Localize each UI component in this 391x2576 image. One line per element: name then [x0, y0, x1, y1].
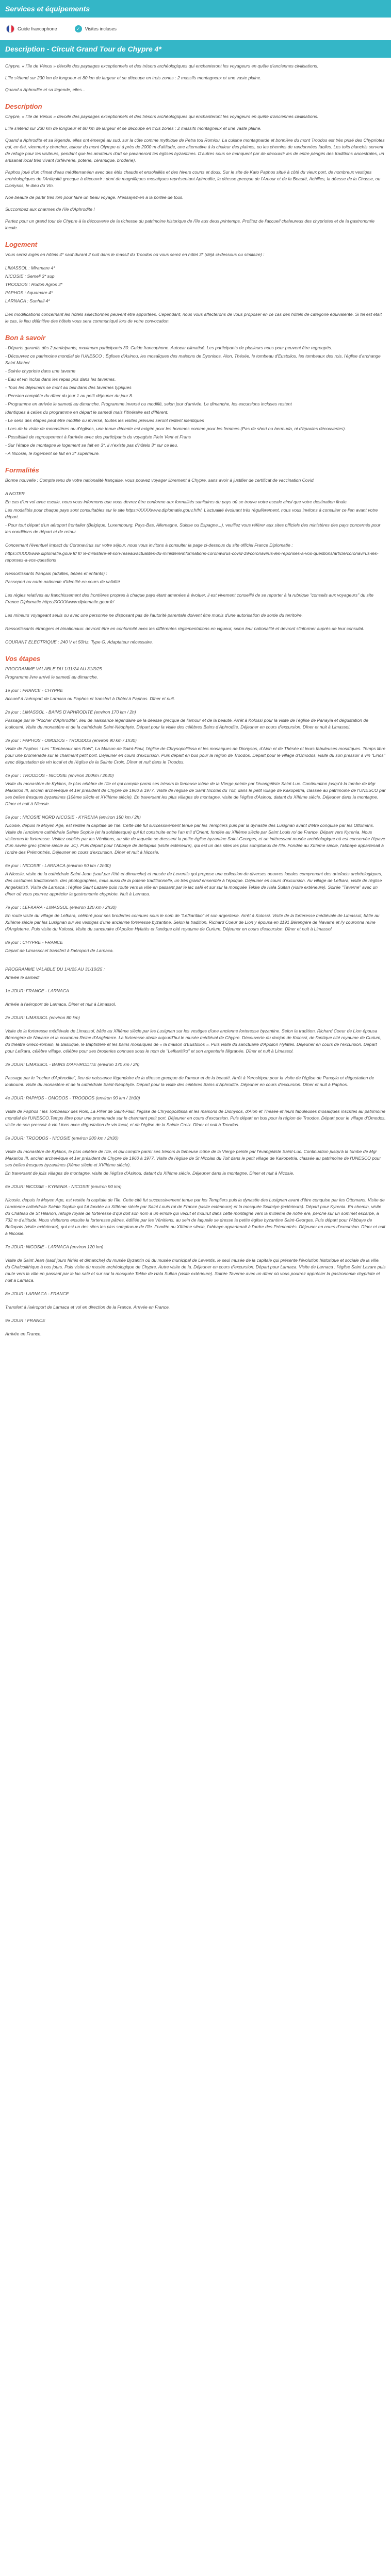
description-paragraph: Quand a Aphrodite et sa légende, elles ont émergé au sud, sur la côte comme mythique de Petra tou Romiou. La cuisine montagnarde et bonnière du mont Troodos est très prisé des Chypriotes qui, en été, viennent y chercher, autour du mont Olympe et à près de 2000 m d'altitude, une alternative à la chaleur des plaines, ou les chemins de randonnées faciles. Les toits blanchis servent de refuge pour les visiteurs, pendant que les amateurs d'art se pavaneront les églises byzantines. D'autres sous se manquent par de découvrir les de entre périgés des traditions ancestrales, un artisanat local très vivant (orfèvrerie, poterie, céramique, broderie). [5, 138, 385, 163]
logement-line: TROODOS : Rodon Agros 3* [5, 282, 62, 287]
etape-line: Transfert à l'aéroport de Larnaca et vol en direction de la France. Arrivée en France. [5, 1304, 170, 1310]
logement-line: Vous serez logés en hôtels 4* sauf durant 2 nuit dans le massif du Troodos où vous serez en hôtel 3* (déjà ci-dessous ou similaire) : [5, 252, 265, 257]
line-gap [5, 587, 386, 592]
section-title-logement: Logement [5, 241, 38, 248]
formalites-line: - Pour tout départ d'un aéroport frontalier (Belgique, Luxembourg, Pays-Bas, Allemagne, Suisse ou Espagne...), veuillez vous référer aux sites officiels des ministères des pays concernés pour les conditions de départ et de retour. [5, 522, 381, 534]
etape-line: Programme livre arrivé le samedi au dimanche. [5, 674, 99, 680]
etape-line: 1e jour : FRANCE - CHYPRE [5, 688, 63, 693]
line-gap [5, 607, 386, 612]
line-gap [5, 1252, 386, 1257]
etape-line: Nicosie, depuis le Moyen Age, est restée la capitale de l'île. Cette cité fut successivement tenue par les Templiers puis par la dynastie des Lusignan avant d'être conquise par les Ottomans. Visite de l'ancienne cathédrale Sainte Sophie (et la soldatesque) qui fut construite entre l'an mil d'Orient, fondée au XIIIème siècle par Saint Louis roi de France. Départ vers Kyrenia. Nous visiterons le forteresse. Visitez oubliés par les Vénitiens, au site de laquelle se dressent la petite église byzantine Saint-Georges, et un intéressant musée archéologique où est conservée l'épave d'un navire grec (4ème siècle av. JC). Puis départ pour l'Abbaye de Bellapais (visite extérieure), qui est un des sites les plus somptueux de l'île. Fondée au XIIIème siècle, l'abbaye appartenait à l'ordre des Prémontrés. Déjeuner en cours d'excursion. Dîner et nuit à Nicosie. [5, 823, 385, 855]
line-gap [5, 1103, 386, 1108]
etape-line: Visite du monastère de Kykkos, le plus célèbre de l'île, et qui compte parmi ses trésors la fameuse icône de la Vierge peinte par l'évangéliste Saint-Luc. Continuation jusqu'à la tombe de Mgr Makarios III, ancien archevêque et 1er président de Chypre de 1960 à 1977. Visite de l'église de St Nicolas du Toit dans le petit village de Kakopetria, classée au patrimoine de l'UNESCO pour ses belles fresques byzantines (Xème siècle et XVIIème siècle). [5, 1149, 381, 1167]
description-paragraph: L'île s'étend sur 230 km de longueur et 80 km de largeur et se découpe en trois zones : 2 massifs montagneux et une vaste plaine. [5, 126, 262, 131]
etape-line: 9e JOUR : FRANCE [5, 1318, 45, 1323]
bon-a-savoir-line: - Pension complète du dîner du jour 1 au petit déjeuner du jour 8. [5, 393, 133, 398]
line-gap [5, 634, 386, 639]
formalites-line: Concernant l'éventuel impact du Coronavirus sur votre séjour, nous vous invitons à consulter la page ci-dessous du site officiel France Diplomatie : [5, 543, 293, 548]
formalites-line: Ressortissants étrangers et binationaux: devront être en conformité avec les différentes réglementations en vigueur, selon leur nationalité et devront s'informer auprès de leur consulat. [5, 626, 365, 631]
line-gap [5, 565, 386, 570]
etape-line: 3e JOUR: LIMASSOL - BAINS D'APHRODITE (environ 170 km / 2h) [5, 1062, 140, 1067]
formalites-line: A NOTER [5, 491, 25, 496]
etape-line: En route visite du village de Lefkara, célébré pour ses broderies connues sous le nom de "Lefkaritiko" et son argenterie. Arrêt à Kolossi. Visite de la forteresse médiévale de Limassol, bâtie au XIIIème siècle par les Lusignan sur les vestiges d'une ancienne forteresse byzantine. Selon la tradition, Richard Coeur de Lion y épousa en 1191 Bérengère de Navarre et l'y couronna reine d'Angleterre. Puis visite du Kolossi. Visite du sanctuaire d'Apollon Hylatès et l'antique cité royaume de Curium. Déjeuner en cours d'excursion. Dîner et nuit à Limassol. [5, 913, 380, 931]
logement-line: LARNACA : Sunhall 4* [5, 298, 50, 303]
etape-line: Passage par le "rocher d'Aphrodite", lieu de naissance légendaire de la déesse grecque de l'amour et de la beauté. Arrêt à Yeroskipou pour la visite de l'église de Panayia et dégustation de loukoumi. Visite du monastère et de la cathédrale Saint-Néophyte. Départ pour la visite des célèbres Bains d'Aphrodite. Déjeuner en cours d'excursion. Dîner et nuit à Paphos. [5, 1075, 374, 1087]
etape-line: 7e JOUR: NICOSIE - LARNACA (environ 120 km) [5, 1244, 104, 1249]
line-gap [5, 1009, 386, 1014]
line-gap [5, 767, 386, 772]
etape-line: 2e JOUR: LIMASSOL (environ 80 km) [5, 1015, 80, 1020]
etape-line: 4e jour : TROODOS - NICOSIE (environ 200km / 2h30) [5, 773, 114, 778]
services-banner: Services et équipements [0, 0, 391, 18]
bon-a-savoir-line: - Lors de la visite de monastères ou d'églises, une tenue décente est exigée pour les hommes comme pour les femmes (Pas de short ou bermuda, ni d'épaules découvertes). [5, 426, 346, 431]
formalites-line: COURANT ELECTRIQUE : 240 V et 50Hz. Type G. Adaptateur nécessaire. [5, 639, 153, 645]
line-gap [5, 682, 386, 687]
line-gap [5, 956, 386, 961]
line-gap [5, 1143, 386, 1148]
bon-a-savoir-line: - Soirée chypriote dans une taverne [5, 368, 76, 374]
etape-line: Visite de Saint Jean (sauf jours fériés et dimanche) du musée Byzantin où du musée municipal de Leventis, le seul musée de la capitale qui présente l'évolution historique et sociale de la ville, du Chalcolithique à nos jours. Puis visite du musée archéologique de Chypre. Autre visite de la. Déjeuner en cours d'excursion. Départ pour Larnaca. Visite de Larnaca : l'église Saint Lazare puis route vers la ville en passant par le lac salé et sur sur la mosquée Tekke de Hala Sultan (visite extérieure). Soirée Taverne avec un dîner où vous pourrez apprécier la gastronomie chypriote et nuit à Larnaca. [5, 1258, 386, 1283]
etape-line: 8e jour : CHYPRE - FRANCE [5, 940, 63, 945]
etape-line: 3e jour : PAPHOS - OMODOS - TROODOS (environ 90 km / 1h30) [5, 738, 137, 743]
formalites-line: Bonne nouvelle : Compte tenu de votre nationalité française, vous pouvez voyager librement à Chypre, sans avoir à justifier de certificat de vaccination Covid. [5, 478, 315, 483]
intro-paragraph: L'île s'étend sur 230 km de longueur et 80 km de largeur et se découpe en trois zones : 2 massifs montagneux et une vaste plaine. [5, 75, 262, 80]
section-title-formalites: Formalités [5, 466, 39, 474]
logement-line: NICOSIE : Semeli 3* sup [5, 274, 55, 279]
line-gap [5, 1192, 386, 1197]
etape-line: 7e jour : LEFKARA - LIMASSOL (environ 120 km / 2h30) [5, 905, 117, 910]
intro-paragraph: Chypre, « l'île de Vénus » dévoile des paysages exceptionnels et des trésors archéologiques qui enchanteront les voyageurs en quête d'anciennes civilisations. [5, 63, 319, 69]
service-visits [75, 25, 117, 33]
etape-line: 5e JOUR: TROODOS - NICOSIE (environ 200 km / 2h30) [5, 1136, 119, 1141]
formalites-line: Ressortissants français (adultes, bébés et enfants) : [5, 571, 107, 576]
service-label: Guide francophone [18, 26, 57, 31]
bon-a-savoir-block [0, 345, 391, 457]
formalites-line: Passeport ou carte nationale d'identité en cours de validité [5, 579, 120, 584]
line-gap [5, 260, 386, 265]
line-gap [5, 1056, 386, 1061]
line-gap [5, 306, 386, 311]
bon-a-savoir-line: Identiques à celles du programme en départ le samedi mais l'itinéraire est différent. [5, 410, 169, 415]
line-gap [5, 809, 386, 814]
line-gap [5, 982, 386, 988]
bon-a-savoir-line: - Tous les déjeuners se mont au bell dans des tavernes typiques [5, 385, 132, 390]
etape-line: Accueil à l'aéroport de Larnaca ou Paphos et transfert à l'hôtel à Paphos. Dîner et nuit. [5, 696, 175, 701]
section-title-bon-a-savoir: Bon à savoir [5, 334, 46, 342]
formalites-line: https://XXXXwww.diplomatie.gouv.fr/ fr/ le-ministere-et-son-reseau/actualites-du-ministere/informations-coronavirus-covid-19/coronavirus-les-reponses-a-vos-questions/article/coronavirus-les-reponses-a-vos-questions [5, 551, 379, 563]
etape-line: Départ de Limassol et transfert à l'aéroport de Larnaca. [5, 948, 114, 953]
etape-line: Visite de Paphos : les Tombeaux des Rois, La Pilier de Saint-Paul, l'église de Chrysopolitissa et les maisons de Dionysos, d'Aion et Thésée et leurs fabuleuses mosaïques inscrites au patrimoine mondial de l'UNESCO.Temps libre pour une promenade sur le charmant petit port. Déjeuner en cours d'excursion. Puis départ en bus pour la région de Troodos. Départ pour le village d'Omodos, visite de son pressoir à vin Linos avec dégustation de vin local, et de l'église de la Sainte Croix. Dîner et nuit à Troodos. [5, 1109, 386, 1127]
description-paragraph: Paphos joué d'un climat d'eau méditerranéen avec des étés chauds et ensoleillés et des hivers courts et doux. Sur le site de Kato Paphos situé à côté du vieux port, de nombreux vestiges archéologiques de l'Antiquité grecque à découvrir : dont de magnifiques mosaïques représentant Aphrodite, la déesse grecque de l'Amour et de la Beauté, Achilles, la déesse de la Chasse, ou Dionysos, le dieu du Vin. [5, 170, 381, 188]
section-title-description: Description [5, 103, 42, 110]
line-gap [5, 1178, 386, 1183]
bon-a-savoir-line: - Le sens des étapes peut être modifié ou inversé, toutes les visites prévues seront restent identiques [5, 418, 204, 423]
intro-block [0, 58, 391, 93]
description-paragraph: Noé beauté de partir très loin pour faire un beau voyage. N'essayez-en à la portée de tous. [5, 195, 184, 200]
etape-line: Nicosie, depuis le Moyen Age, est restée la capitale de l'île. Cette cité fut successivement tenue par les Templiers puis la dynastie des Lusignan avant d'être conquise par les Ottomans. Visite de l'ancienne cathédrale Sainte Sophie qui fut fondée au XIIIème siècle par Saint Louis roi de France (visite extérieure) et la mosquée Selimiye (extérieurs). Départ pour Kyrenia. En chemin, visite du Château de St Hilarion, refuge royale de forteresse d'qui doit son nom à un ermite qui vécut et mourut dans cette montagne vers la millième de notre ère, perché sur un sommet escarpé, à 732 m d'altitude. Nous visiterons ensuite la forteresse pâtres, édifiée par les Vénitiens, au sein de laquelle se dresse la petite église byzantine Saint-Georges. Puis départ pour l'Abbaye de Bellapais (visite extérieure), qui est un des sites les plus somptueux de l'île. Fondée au XIIIème siècle, l'abbaye appartenait à l'ordre des Prémontrés. Déjeuner en cours d'excursion. Dîner et nuit à Nicosie. [5, 1197, 385, 1236]
etape-line: Visite de Paphos : Les "Tombeaux des Rois", La Maison de Saint-Paul, l'église de Chrysopolitissa et les mosaïques de Dionysos, d'Aion et de Thésée et leurs fabuleuses mosaïques. Temps libre pour une promenade sur le charmant petit port. Déjeuner en cours d'excursion. Puis départ en bus pour la région de Troodos. Départ pour le village d'Omodos, visite du son pressoir à vin "Linos" avec dégustation de vin local et de l'église de la Sainte Croix. Dîner et nuit dans le Troodos. [5, 746, 386, 765]
etapes-block [0, 666, 391, 1337]
etape-line: 1e JOUR: FRANCE - LARNACA [5, 988, 69, 993]
bon-a-savoir-line: - Possibilité de regroupement à l'arrivée avec des participants du voyagiste Plein Vent et Frans [5, 434, 191, 439]
description-block [0, 113, 391, 231]
etape-line: Arrivée à l'aéroport de Larnaca. Dîner et nuit à Limassol. [5, 1002, 117, 1007]
line-gap [5, 704, 386, 709]
bon-a-savoir-line: - Sur l'étape de montagne le logement se fait en 3*, il n'existe pas d'hôtels 3* sur ce lieu. [5, 443, 178, 448]
formalites-line: Les mineurs voyageant seuls ou avec une personne ne disposant pas de l'autorité parentale doivent être munis d'une autorisation de sortie du territoire. [5, 613, 303, 618]
line-gap [5, 620, 386, 625]
line-gap [5, 899, 386, 904]
bon-a-savoir-line: - Découvrez ce patrimoine mondial de l'UNESCO : Églises d'Asinou, les mosaïques des maisons de Dyonisos, Aion, Thésée, le tombeau d'Eustolios, les tombeaux des rois, l'église d'archange Saint Michel [5, 353, 381, 365]
line-gap [5, 1285, 386, 1291]
bon-a-savoir-line: - Départs garantis dès 2 participants, maximum participants 30. Guide francophone. Autocar climatisé. Les participants de plusieurs nous pour peuvent être regroupés. [5, 345, 333, 350]
french-flag-icon [6, 25, 14, 33]
line-gap [5, 732, 386, 737]
description-paragraph: Succombez aux charmes de l'île d'Aphrodite ! [5, 207, 95, 212]
etape-line: Arrivée en France. [5, 1331, 42, 1336]
etape-line: 6e JOUR: NICOSIE - KYRENIA - NICOSIE (environ 90 km) [5, 1184, 122, 1189]
service-label: Visites incluses [85, 26, 117, 31]
description-banner: Description - Circuit Grand Tour de Chypre 4* [0, 40, 391, 58]
line-gap [5, 934, 386, 939]
formalites-block [0, 477, 391, 646]
bon-a-savoir-line: - Programme en arrivée le samedi au dimanche. Programme inversé ou modifié, selon jour d'arrivée. Le dimanche, les excursions incluses restent [5, 401, 292, 406]
section-title-vos-etapes: Vos étapes [5, 655, 41, 663]
logement-line: PAPHOS : Aquamare 4* [5, 290, 53, 295]
formalites-line: En cas d'un vol avec escale, nous vous informons que vous devrez être conforme aux formalités sanitaires du pays où se trouve votre escale ainsi que votre destination finale. [5, 499, 348, 504]
etape-line: En traversant de jolis villages de montagne, visite de l'église d'Asinou, datant du XIIème siècle. Déjeuner dans la montagne. Dîner et nuit à Nicosie. [5, 1171, 295, 1176]
etape-line: PROGRAMME VALABLE DU 1/4/25 AU 31/10/25 : [5, 967, 105, 972]
line-gap [5, 1070, 386, 1075]
line-gap [5, 485, 386, 490]
logement-line: Des modifications concernant les hôtels sélectionnés peuvent être apportées. Cependant, nous vous affecterons de vous proposer en ce cas des hôtels de catégorie équivalente. Si tel est était le cas, le lieu définitive des hôtels vous sera communiqué lors de votre convocation. [5, 312, 382, 324]
bon-a-savoir-line: - Eau et vin inclus dans les repas pris dans les tavernes. [5, 377, 116, 382]
etape-line: PROGRAMME VALABLE DU 1/11/24 AU 31/3/25 [5, 666, 102, 671]
guide-icon: ✓ [75, 25, 82, 32]
etape-line: Arrivée le samedi [5, 975, 40, 980]
services-list [0, 18, 391, 40]
etape-line: 5e jour : NICOSIE NORD NICOSIE - KYRENIA (environ 150 km / 2h) [5, 815, 141, 820]
line-gap [5, 537, 386, 542]
service-guide [6, 25, 57, 33]
bon-a-savoir-line: - A Nicosie, le logement se fait en 3* supérieure. [5, 451, 100, 456]
etape-line: A Nicosie, visite de la cathédrale Saint-Jean (sauf par l'été et dimanche) et musée de Leventis qui propose une collection de diverses oeuvres locales comprenant des artefacts archéologiques, des costumes traditionnels, des photographies, mais aussi de la poterie traditionnelle, un très grand ensemble à l'époque. Déjeuner en cours d'excursion. Au village de Lefkara, visite de l'église Angeloktisti. Visite de Larnaca : l'église Saint Lazare puis route vers la ville en passant par le lac salé et sur sur la mosquée Tekke de Hala Sultan (visite extérieure). Soirée "Taverne" avec un dîner où vous pourrez apprécier la gastronomie chypriote. Nuit à Larnaca. [5, 871, 382, 896]
line-gap [5, 996, 386, 1001]
etape-line: 6e jour : NICOSIE - LARNACA (environ 90 km / 2h30) [5, 863, 111, 868]
etape-line: 4e JOUR: PAPHOS - OMODOS - TROODOS (environ 90 km / 1h30) [5, 1095, 140, 1100]
formalites-line: Les modalités pour chaque pays sont consultables sur le site https://XXXXwww.diplomatie.gouv.fr/fr/. L'actualité évoluant très régulièrement, nous vous invitons à consulter ce lien avant votre départ. [5, 507, 378, 519]
etape-line: Visite de la forteresse médiévale de Limassol, bâtie au XIIIème siècle par les Lusignan sur les vestiges d'une ancienne forteresse byzantine. Selon la tradition, Richard Coeur de Lion épousa Bérengère de Navarre et la couronna Reine d'Angleterre. La forteresse abrite aujourd'hui le musée médiéval de Chypre. Découverte du donjon de Kolossi, de l'antique cité royaume de Curium, du théâtre Greco-romain, la Basilique, le Baptistère et les bains mosaïques de « la maison d'Eustolios ». Puis visite du sanctuaire d'Apollon Hylatès. Déjeuner en cours de l'excursion. Départ pour Lefkara, célèbre village, célèbre pour ses broderies connues sous le nom de "Lefkaritiko" et son argenterie filigranée. Dîner et nuit à Limassol. [5, 1028, 382, 1054]
etape-line: Passage par le "Rocher d'Aphrodite", lieu de naissance légendaire de la déesse grecque de l'amour et de la beauté. Arrêt à Kolossi pour la visite de l'église de Panayia et dégustation de loukoumi. Visite du monastère et de la cathédrale Saint-Néophyte. Départ pour la visite des célèbres Bains d'Aphrodite. Déjeuner en cours d'excursion. Dîner et nuit à Limassol. [5, 718, 368, 730]
etape-line: 2e jour : LIMASSOL - BAINS D'APHRODITE (environ 170 km / 2h) [5, 709, 136, 715]
logement-line: LIMASSOL : Miramare 4* [5, 265, 55, 270]
description-paragraph: Partez pour un grand tour de Chypre à la découverte de la richesse du patrimoine historique de l'île aux deux printemps. Profitez de l'accueil chaleureux des chypriotes et de la gastronomie locale. [5, 218, 375, 230]
line-gap [5, 857, 386, 862]
line-gap [5, 1239, 386, 1244]
line-gap [5, 961, 386, 966]
logement-block [0, 251, 391, 325]
formalites-line: Les règles relatives au franchissement des frontières propres à chaque pays étant amenées à évoluer, il est vivement conseillé de se reporter à la rubrique "conseils aux voyageurs" du site France Diplomatie https://XXXXwww.diplomatie.gouv.fr/ [5, 592, 374, 604]
line-gap [5, 1023, 386, 1028]
etape-line: 8e JOUR: LARNACA - FRANCE [5, 1291, 69, 1296]
etape-line: Visite du monastère de Kykkos, le plus célèbre de l'île et qui compte parmi ses trésors la fameuse icône de la Vierge peinte par l'évangéliste Saint-Luc. Continuation jusqu'à la tombe de Mgr Makarios III, ancien archevêque et 1er président de Chypre de 1960 à 1977. Visite de l'église de Saint Nicolas du Toit, dans le petit village de Kakopetria, classée au patrimoine de l'UNESCO par ses belles fresques byzantines (10ème siècle et XVIIème siècle). En traversant les plus villages de montagne, visite de l'église d'Asinou, datant du XIIème siècle. Déjeuner dans la montagne. Dîner et nuit à Nicosie. [5, 781, 386, 806]
line-gap [5, 1326, 386, 1331]
line-gap [5, 1299, 386, 1304]
intro-paragraph: Quand a Aphrodite et sa légende, elles... [5, 87, 86, 92]
description-paragraph: Chypre, « l'île de Vénus » dévoile des paysages exceptionnels et des trésors archéologiques qui enchanteront les voyageurs en quête d'anciennes civilisations. [5, 114, 319, 119]
line-gap [5, 1130, 386, 1135]
line-gap [5, 1090, 386, 1095]
line-gap [5, 1312, 386, 1317]
